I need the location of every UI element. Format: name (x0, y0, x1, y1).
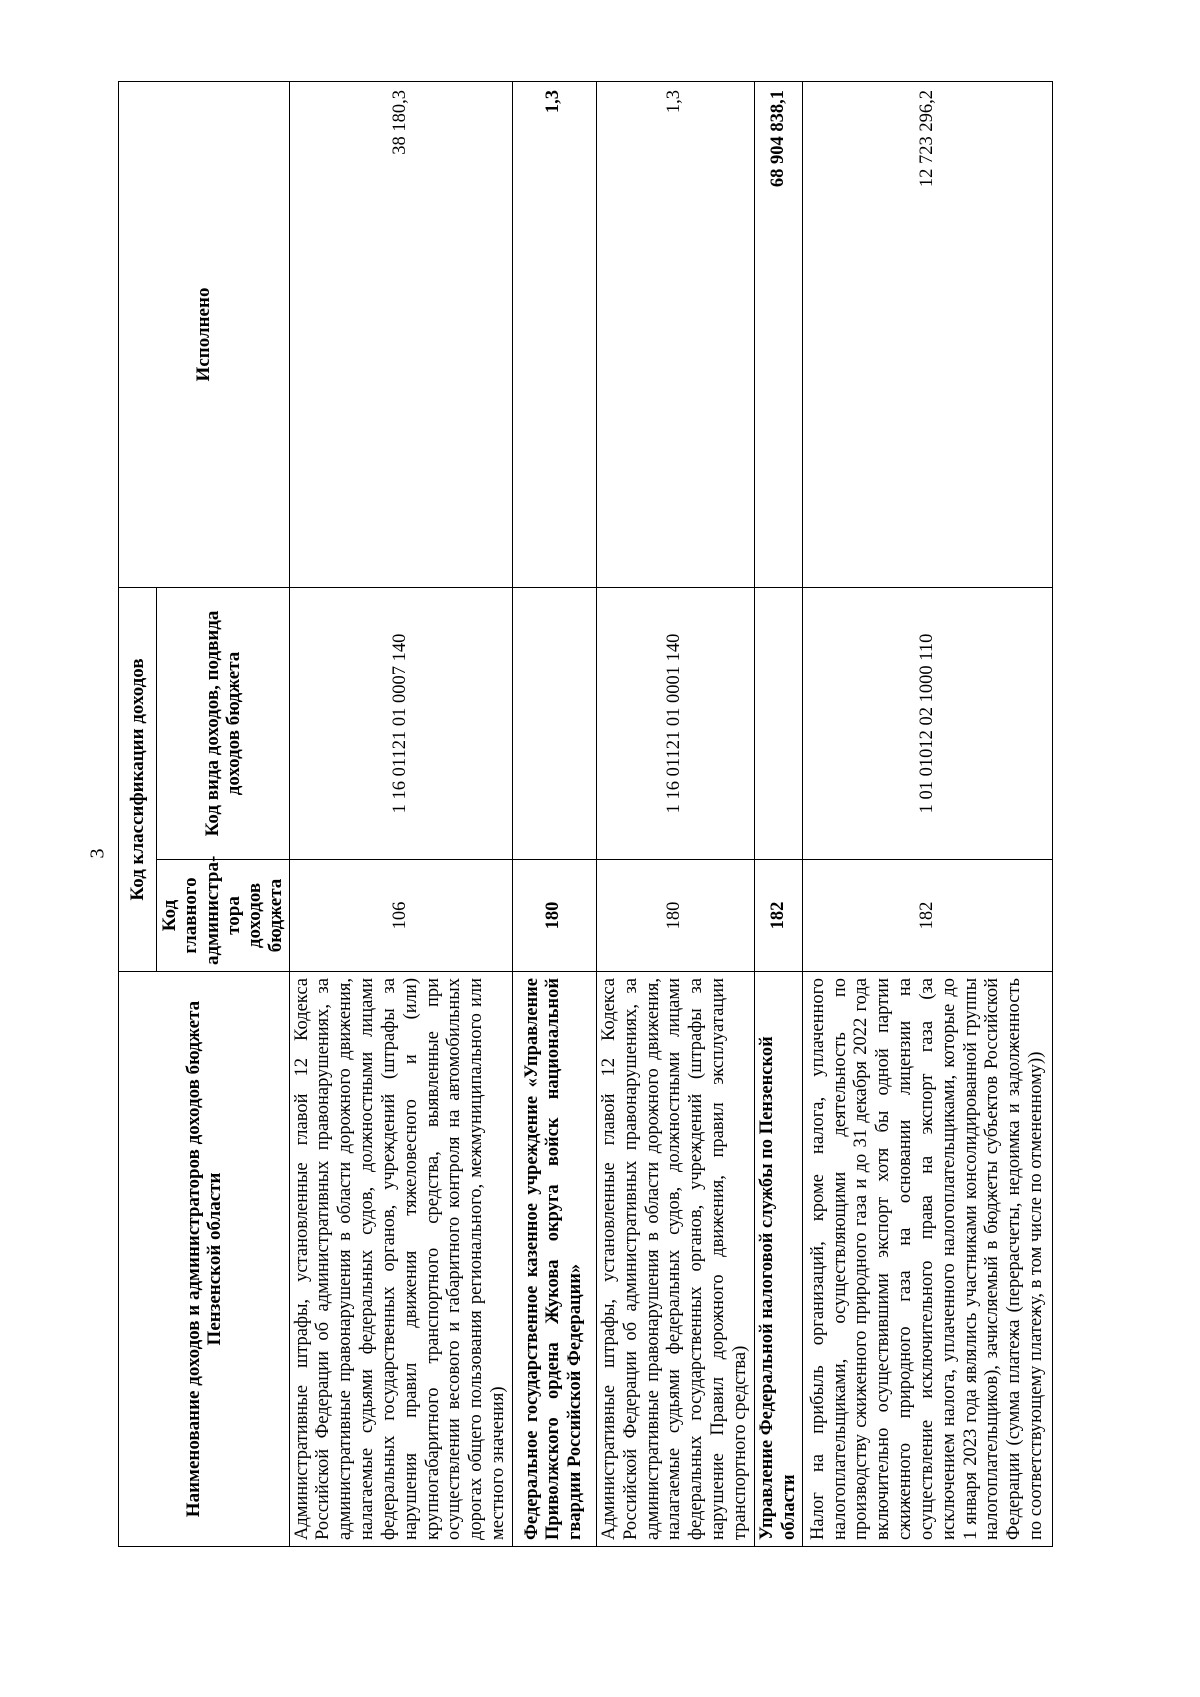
row-name: Административные штрафы, установленные главой 12 Кодекса Российской Федерации об административных правонарушениях, за административные правонарушения в области дорожного движения, налагаемые судьями федеральных судов, должностными лицами федеральных государственных органов, учреждений (штрафы за нарушение Правил дорожного движения, правил эксплуатации транспортного средства) (596, 972, 754, 1547)
row-executed: 68 904 838,1 (754, 82, 803, 588)
table-row (512, 82, 596, 1547)
table-row (754, 82, 803, 1547)
table-row (289, 82, 512, 1547)
row-kind-code: 1 01 01012 02 1000 110 (803, 588, 1053, 860)
row-admin-code: 180 (596, 860, 754, 972)
row-kind-code (754, 588, 803, 860)
row-admin-code: 182 (754, 860, 803, 972)
row-name: Федеральное государственное казенное учреждение «Управление Приволжского ордена Жукова округа войск национальной гвардии Российской Федерации» (512, 972, 596, 1547)
row-admin-code: 180 (512, 860, 596, 972)
row-executed: 12 723 296,2 (803, 82, 1053, 588)
table-row (803, 82, 1053, 1547)
revenue-table (118, 81, 1053, 1547)
header-executed: Исполнено (119, 82, 290, 588)
table-row (596, 82, 754, 1547)
table-header-row (119, 82, 157, 1547)
header-name: Наименование доходов и администраторов доходов бюджета Пензенской области (119, 972, 290, 1547)
page-number: 3 (86, 848, 109, 859)
row-admin-code: 106 (289, 860, 512, 972)
row-kind-code (512, 588, 596, 860)
row-executed: 1,3 (596, 82, 754, 588)
row-name: Налог на прибыль организаций, кроме налога, уплаченного налогоплательщиками, осуществляющими деятельность по производству сжиженного природного газа и до 31 декабря 2022 года включительно осуществившими экспорт хотя бы одной партии сжиженного природного газа на основании лицензии на осуществление исключительного права на экспорт газа (за исключением налога, уплаченного налогоплательщиками, которые до 1 января 2023 года являлись участниками консолидированной группы налогоплательщиков), зачисляемый в бюджеты субъектов Российской Федерации (сумма платежа (перерасчеты, недоимка и задолженность по соответствующему платежу, в том числе по отмененному)) (803, 972, 1053, 1547)
row-name: Управление Федеральной налоговой службы по Пензенской области (754, 972, 803, 1547)
row-executed: 1,3 (512, 82, 596, 588)
header-classification-group: Код классификации доходов (119, 588, 157, 972)
row-kind-code: 1 16 01121 01 0007 140 (289, 588, 512, 860)
row-executed: 38 180,3 (289, 82, 512, 588)
revenue-table-container (118, 82, 1047, 1547)
header-admin-code: Код главного администра-тора доходов бюджета (157, 860, 290, 972)
header-kind-code: Код вида доходов, подвида доходов бюджета (157, 588, 290, 860)
row-name: Административные штрафы, установленные главой 12 Кодекса Российской Федерации об административных правонарушениях, за административные правонарушения в области дорожного движения, налагаемые судьями федеральных судов, должностными лицами федеральных государственных органов, учреждений (штрафы за нарушения правил движения тяжеловесного и (или) крупногабаритного транспортного средства, выявленные при осуществлении весового и габаритного контроля на автомобильных дорогах общего пользования регионального, межмуниципального или местного значения) (289, 972, 512, 1547)
row-admin-code: 182 (803, 860, 1053, 972)
row-kind-code: 1 16 01121 01 0001 140 (596, 588, 754, 860)
